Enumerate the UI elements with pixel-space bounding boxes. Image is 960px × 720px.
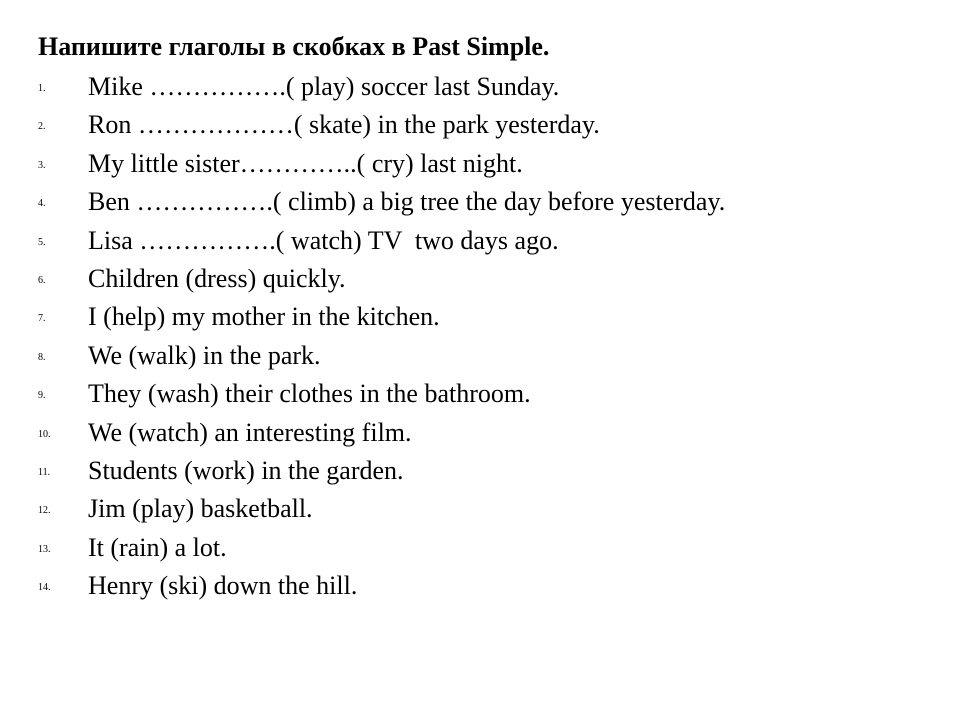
item-number: 12. (38, 505, 51, 517)
item-number: 11. (38, 466, 51, 478)
item-sentence: Lisa …………….( watch) TV two days ago. (88, 225, 559, 255)
item-sentence: We (watch) an interesting film. (88, 417, 412, 447)
item-number: 5. (38, 236, 46, 248)
exercise-item-3 (0, 145, 960, 183)
item-number: 6. (38, 274, 46, 286)
exercise-item-14 (0, 567, 960, 605)
item-number: 3. (38, 159, 46, 171)
item-sentence: Mike …………….( play) soccer last Sunday. (88, 72, 560, 101)
exercise-item-4 (0, 183, 960, 221)
exercise-item-9 (0, 375, 960, 413)
item-sentence: I (help) my mother in the kitchen. (88, 302, 440, 332)
item-sentence: Jim (play) basketball. (88, 494, 313, 524)
item-number: 9. (38, 390, 46, 402)
exercise-item-12 (0, 490, 960, 528)
item-number: 1. (38, 83, 46, 94)
exercise-list (0, 68, 960, 605)
item-sentence: Ron ………………( skate) in the park yesterday. (88, 110, 600, 140)
item-number: 7. (38, 313, 46, 325)
item-number: 10. (38, 428, 51, 440)
exercise-item-1 (0, 68, 960, 106)
item-number: 2. (38, 121, 46, 133)
exercise-item-10 (0, 414, 960, 452)
exercise-item-7 (0, 298, 960, 336)
item-sentence: Students (work) in the garden. (88, 455, 404, 485)
item-sentence: Henry (ski) down the hill. (88, 571, 358, 601)
exercise-item-13 (0, 529, 960, 567)
exercise-item-11 (0, 452, 960, 490)
item-sentence: Ben …………….( climb) a big tree the day before yesterday. (88, 187, 726, 217)
item-sentence: We (walk) in the park. (88, 340, 321, 370)
exercise-item-6 (0, 260, 960, 298)
exercise-item-5 (0, 222, 960, 260)
item-sentence: They (wash) their clothes in the bathroom. (88, 379, 531, 409)
worksheet-title: Напишите глаголы в скобках в Past Simple. (38, 32, 550, 61)
item-number: 4. (38, 198, 46, 210)
item-sentence: Children (dress) quickly. (88, 263, 346, 293)
item-number: 13. (38, 543, 51, 555)
exercise-item-2 (0, 106, 960, 144)
item-number: 8. (38, 351, 46, 363)
item-sentence: It (rain) a lot. (88, 532, 227, 562)
item-number: 14. (38, 582, 51, 594)
exercise-item-8 (0, 337, 960, 375)
item-sentence: My little sister…………..( cry) last night. (88, 148, 523, 178)
